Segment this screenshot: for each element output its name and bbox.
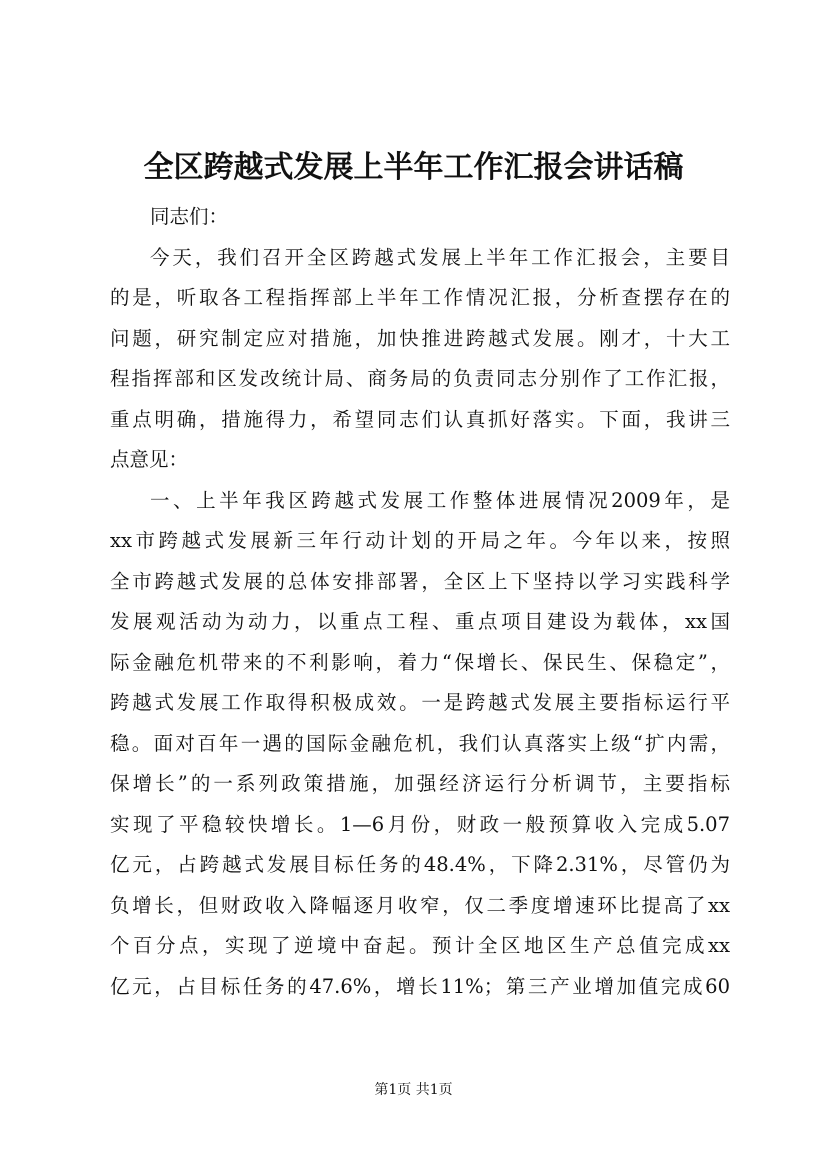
- text-line: 亿元，占目标任务的47.6%，增长11%；第三产业增加值完成60: [110, 974, 730, 998]
- document-body: [110, 197, 730, 1007]
- text-line: 跨越式发展工作取得积极成效。一是跨越式发展主要指标运行平: [110, 691, 730, 714]
- text-line: 发展观活动为动力，以重点工程、重点项目建设为载体，xx国: [110, 610, 730, 633]
- salutation-line: 同志们：: [150, 205, 229, 228]
- text-line: 的是，听取各工程指挥部上半年工作情况汇报，分析查摆存在的: [110, 286, 730, 309]
- text-line: 全市跨越式发展的总体安排部署，全区上下坚持以学习实践科学: [110, 569, 730, 593]
- page-footer: 第1页 共1页: [374, 1082, 453, 1098]
- text-line: 亿元，占跨越式发展目标任务的48.4%，下降2.31%，尽管仍为: [110, 853, 730, 876]
- text-line: 程指挥部和区发改统计局、商务局的负责同志分别作了工作汇报，: [110, 367, 730, 390]
- text-line: 实现了平稳较快增长。1—6月份，财政一般预算收入完成5.07: [110, 812, 730, 836]
- text-line: 今天，我们召开全区跨越式发展上半年工作汇报会，主要目: [150, 245, 730, 269]
- text-line: 问题，研究制定应对措施，加快推进跨越式发展。刚才，十大工: [110, 326, 730, 350]
- text-line: 稳。面对百年一遇的国际金融危机，我们认真落实上级“扩内需，: [110, 731, 730, 755]
- text-line: 际金融危机带来的不利影响，着力“保增长、保民生、保稳定”，: [110, 650, 730, 674]
- text-line: 点意见：: [110, 448, 189, 471]
- text-line: 重点明确，措施得力，希望同志们认真抓好落实。下面，我讲三: [110, 407, 730, 431]
- document-title: 全区跨越式发展上半年工作汇报会讲话稿: [143, 150, 684, 185]
- text-line: 一、上半年我区跨越式发展工作整体进展情况2009年，是: [150, 488, 730, 512]
- text-line: 保增长”的一系列政策措施，加强经济运行分析调节，主要指标: [110, 772, 730, 795]
- text-line: 个百分点，实现了逆境中奋起。预计全区地区生产总值完成xx: [110, 934, 730, 957]
- text-line: xx市跨越式发展新三年行动计划的开局之年。今年以来，按照: [110, 529, 730, 552]
- text-line: 负增长，但财政收入降幅逐月收窄，仅二季度增速环比提高了xx: [110, 893, 730, 917]
